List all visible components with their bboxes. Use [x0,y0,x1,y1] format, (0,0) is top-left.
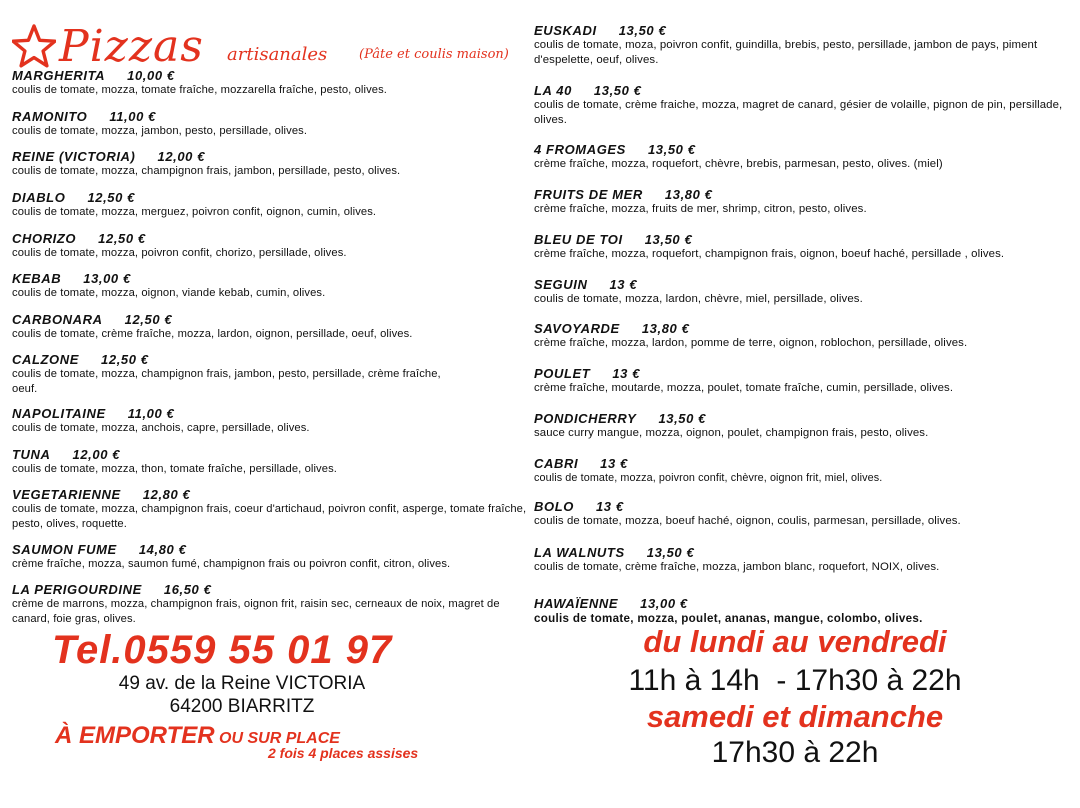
item-title [534,596,1074,611]
item-price: 13,50 € [647,142,696,157]
item-title [534,83,1074,98]
item-name: LA WALNUTS [534,545,625,560]
menu-item [12,190,527,220]
item-description: crème de marrons, mozza, champignon frais, oignon frit, raisin sec, cerneaux de noix, magret de canard, foie gras, olives. [12,598,500,625]
item-name: BLEU DE TOI [534,232,623,247]
menu-item [534,23,1074,68]
item-price: 12,50 € [101,352,149,367]
item-title [534,187,1074,202]
item-title [534,23,1074,38]
menu-item [12,68,527,98]
item-price: 13,50 € [658,411,707,426]
menu-note: (Pâte et coulis maison) [359,47,509,62]
item-price: 12,50 € [87,190,136,205]
item-description: coulis de tomate, mozza, jambon, pesto, persillade, olives. [12,125,308,137]
item-description: coulis de tomate, mozza, tomate fraîche, mozzarella fraîche, pesto, olives. [12,84,387,96]
menu-item [12,271,527,301]
menu-item [534,411,1074,441]
item-description: coulis de tomate, mozza, merguez, poivron confit, oignon, cumin, olives. [12,206,377,218]
item-price: 13 € [612,366,641,381]
item-description: coulis de tomate, mozza, poivron confit, chèvre, oignon frit, miel, olives. [534,472,883,484]
menu-subtitle: artisanales [227,44,328,65]
item-name: TUNA [12,447,51,462]
item-name: DIABLO [12,190,66,205]
item-price: 12,50 € [124,312,173,327]
menu-title: Pizzas [59,21,204,72]
item-description: crème fraîche, mozza, roquefort, champignon frais, oignon, boeuf haché, persillade , olives. [534,248,1005,260]
item-price: 12,00 € [157,149,206,164]
item-price: 13,50 € [644,232,693,247]
menu-item [12,231,527,261]
menu-item [534,366,1074,396]
item-description: crème fraîche, moutarde, mozza, poulet, tomate fraîche, cumin, persillade, olives. [534,382,954,394]
item-title [534,456,1074,471]
item-description: coulis de tomate, mozza, poulet, ananas, mangue, colombo, olives. [534,612,923,625]
item-description: coulis de tomate, crème fraîche, mozza, lardon, oignon, persillade, oeuf, olives. [12,328,413,340]
item-name: CALZONE [12,352,80,367]
item-name: LA 40 [534,83,572,98]
item-description: coulis de tomate, mozza, anchois, capre, persillade, olives. [12,422,310,434]
item-description: coulis de tomate, mozza, thon, tomate fraîche, persillade, olives. [12,463,337,475]
item-name: EUSKADI [534,23,597,38]
item-title [534,411,1074,426]
menu-item [534,545,1074,575]
menu-item [12,109,527,139]
menu-item [12,582,527,627]
menu-item [534,596,1074,626]
item-name: PONDICHERRY [534,411,637,426]
item-price: 11,00 € [127,406,175,421]
item-name: RAMONITO [12,109,88,124]
item-price: 13 € [609,277,638,292]
item-price: 13,50 € [646,545,695,560]
menu-header [12,22,532,70]
menu-item [12,487,527,532]
item-description: coulis de tomate, mozza, lardon, chèvre, miel, persillade, olives. [534,293,863,305]
item-name: REINE (VICTORIA) [12,149,136,164]
item-title [12,271,527,286]
item-title [534,366,1074,381]
item-title [12,109,527,124]
item-title [12,447,527,462]
item-description: coulis de tomate, mozza, champignon frais, jambon, pesto, persillade, crème fraîche, oeuf. [12,368,441,395]
item-name: MARGHERITA [12,68,106,83]
item-price: 16,50 € [163,582,212,597]
item-title [534,321,1074,336]
item-price: 13,50 € [618,23,667,38]
item-name: VEGETARIENNE [12,487,121,502]
item-name: BOLO [534,499,574,514]
address-line-2: 64200 BIARRITZ [169,696,315,717]
item-price: 13,00 € [83,271,131,286]
item-price: 12,80 € [142,487,191,502]
item-name: SEGUIN [534,277,588,292]
item-price: 14,80 € [138,542,187,557]
item-title [534,277,1074,292]
item-price: 13,50 € [593,83,642,98]
item-title [534,142,1074,157]
menu-item [12,312,527,342]
phone-number: Tel.0559 55 01 97 [52,628,393,672]
item-name: NAPOLITAINE [12,406,106,421]
item-title [12,352,442,367]
item-title [12,190,527,205]
item-description: coulis de tomate, crème fraîche, mozza, jambon blanc, roquefort, NOIX, olives. [534,561,940,573]
item-title [12,487,527,502]
item-price: 10,00 € [127,68,175,83]
item-price: 12,00 € [72,447,121,462]
menu-item [534,142,1074,172]
item-name: SAUMON FUME [12,542,117,557]
item-name: FRUITS DE MER [534,187,643,202]
item-description: coulis de tomate, mozza, boeuf haché, oignon, coulis, parmesan, persillade, olives. [534,515,961,527]
menu-item [534,187,1074,217]
item-title [534,545,1074,560]
menu-item [12,542,527,572]
menu-item [12,406,527,436]
item-description: crème fraîche, mozza, saumon fumé, champignon frais ou poivron confit, citron, olives. [12,558,451,570]
item-name: POULET [534,366,591,381]
menu-item [534,277,1074,307]
item-description: coulis de tomate, mozza, oignon, viande kebab, cumin, olives. [12,287,326,299]
item-name: HAWAÏENNE [534,596,619,611]
menu-item [534,232,1074,262]
weekdays-hours: 11h à 14h - 17h30 à 22h [628,664,962,697]
item-title [12,542,527,557]
item-title [12,406,527,421]
item-name: 4 FROMAGES [534,142,626,157]
item-title [12,149,527,164]
weekdays-label: du lundi au vendredi [643,624,947,659]
item-description: coulis de tomate, mozza, champignon frais, jambon, persillade, pesto, olives. [12,165,401,177]
star-icon [12,24,56,68]
address-line-1: 49 av. de la Reine VICTORIA [118,673,366,694]
item-title [12,68,527,83]
item-name: SAVOYARDE [534,321,620,336]
item-title [534,232,1074,247]
item-description: coulis de tomate, mozza, poivron confit, chorizo, persillade, olives. [12,247,347,259]
weekend-hours: 17h30 à 22h [711,736,879,769]
onsite-label: OU SUR PLACE [219,730,340,747]
seating-info: 2 fois 4 places assises [268,745,419,761]
item-description: crème fraîche, mozza, lardon, pomme de terre, oignon, roblochon, persillade, olives. [534,337,968,349]
item-description: crème fraîche, mozza, fruits de mer, shrimp, citron, pesto, olives. [534,203,867,215]
weekend-label: samedi et dimanche [646,699,944,734]
item-price: 13,00 € [640,596,688,611]
menu-item [12,447,527,477]
item-price: 13,80 € [641,321,690,336]
takeaway-label: À EMPORTER [55,722,215,749]
item-description: coulis de tomate, crème fraiche, mozza, magret de canard, gésier de volaille, pignon de pin, persillade, olives. [534,99,1063,126]
menu-item [12,352,442,397]
item-price: 11,00 € [109,109,156,124]
item-price: 12,50 € [98,231,146,246]
item-price: 13 € [595,499,624,514]
item-name: LA PERIGOURDINE [12,582,142,597]
item-description: sauce curry mangue, mozza, oignon, poulet, champignon frais, pesto, olives. [534,427,929,439]
menu-item [534,499,1074,529]
item-price: 13 € [600,456,628,471]
item-description: crème fraîche, mozza, roquefort, chèvre, brebis, parmesan, pesto, olives. (miel) [534,158,943,170]
item-description: coulis de tomate, moza, poivron confit, guindilla, brebis, pesto, persillade, jambon de pays, piment d'espelette, oeuf, olives. [534,39,1038,66]
menu-item [534,83,1074,128]
menu-item [534,321,1074,351]
item-title [12,312,527,327]
item-title [12,231,527,246]
item-price: 13,80 € [664,187,713,202]
item-name: CABRI [534,456,579,471]
item-name: CARBONARA [12,312,103,327]
item-name: CHORIZO [12,231,77,246]
menu-item [12,149,527,179]
menu-item [534,456,1074,486]
item-description: coulis de tomate, mozza, champignon frais, coeur d'artichaud, poivron confit, asperge, tomate fraîche, pesto, olives, roquette. [12,503,527,530]
item-title [534,499,1074,514]
item-title [12,582,527,597]
item-name: KEBAB [12,271,62,286]
